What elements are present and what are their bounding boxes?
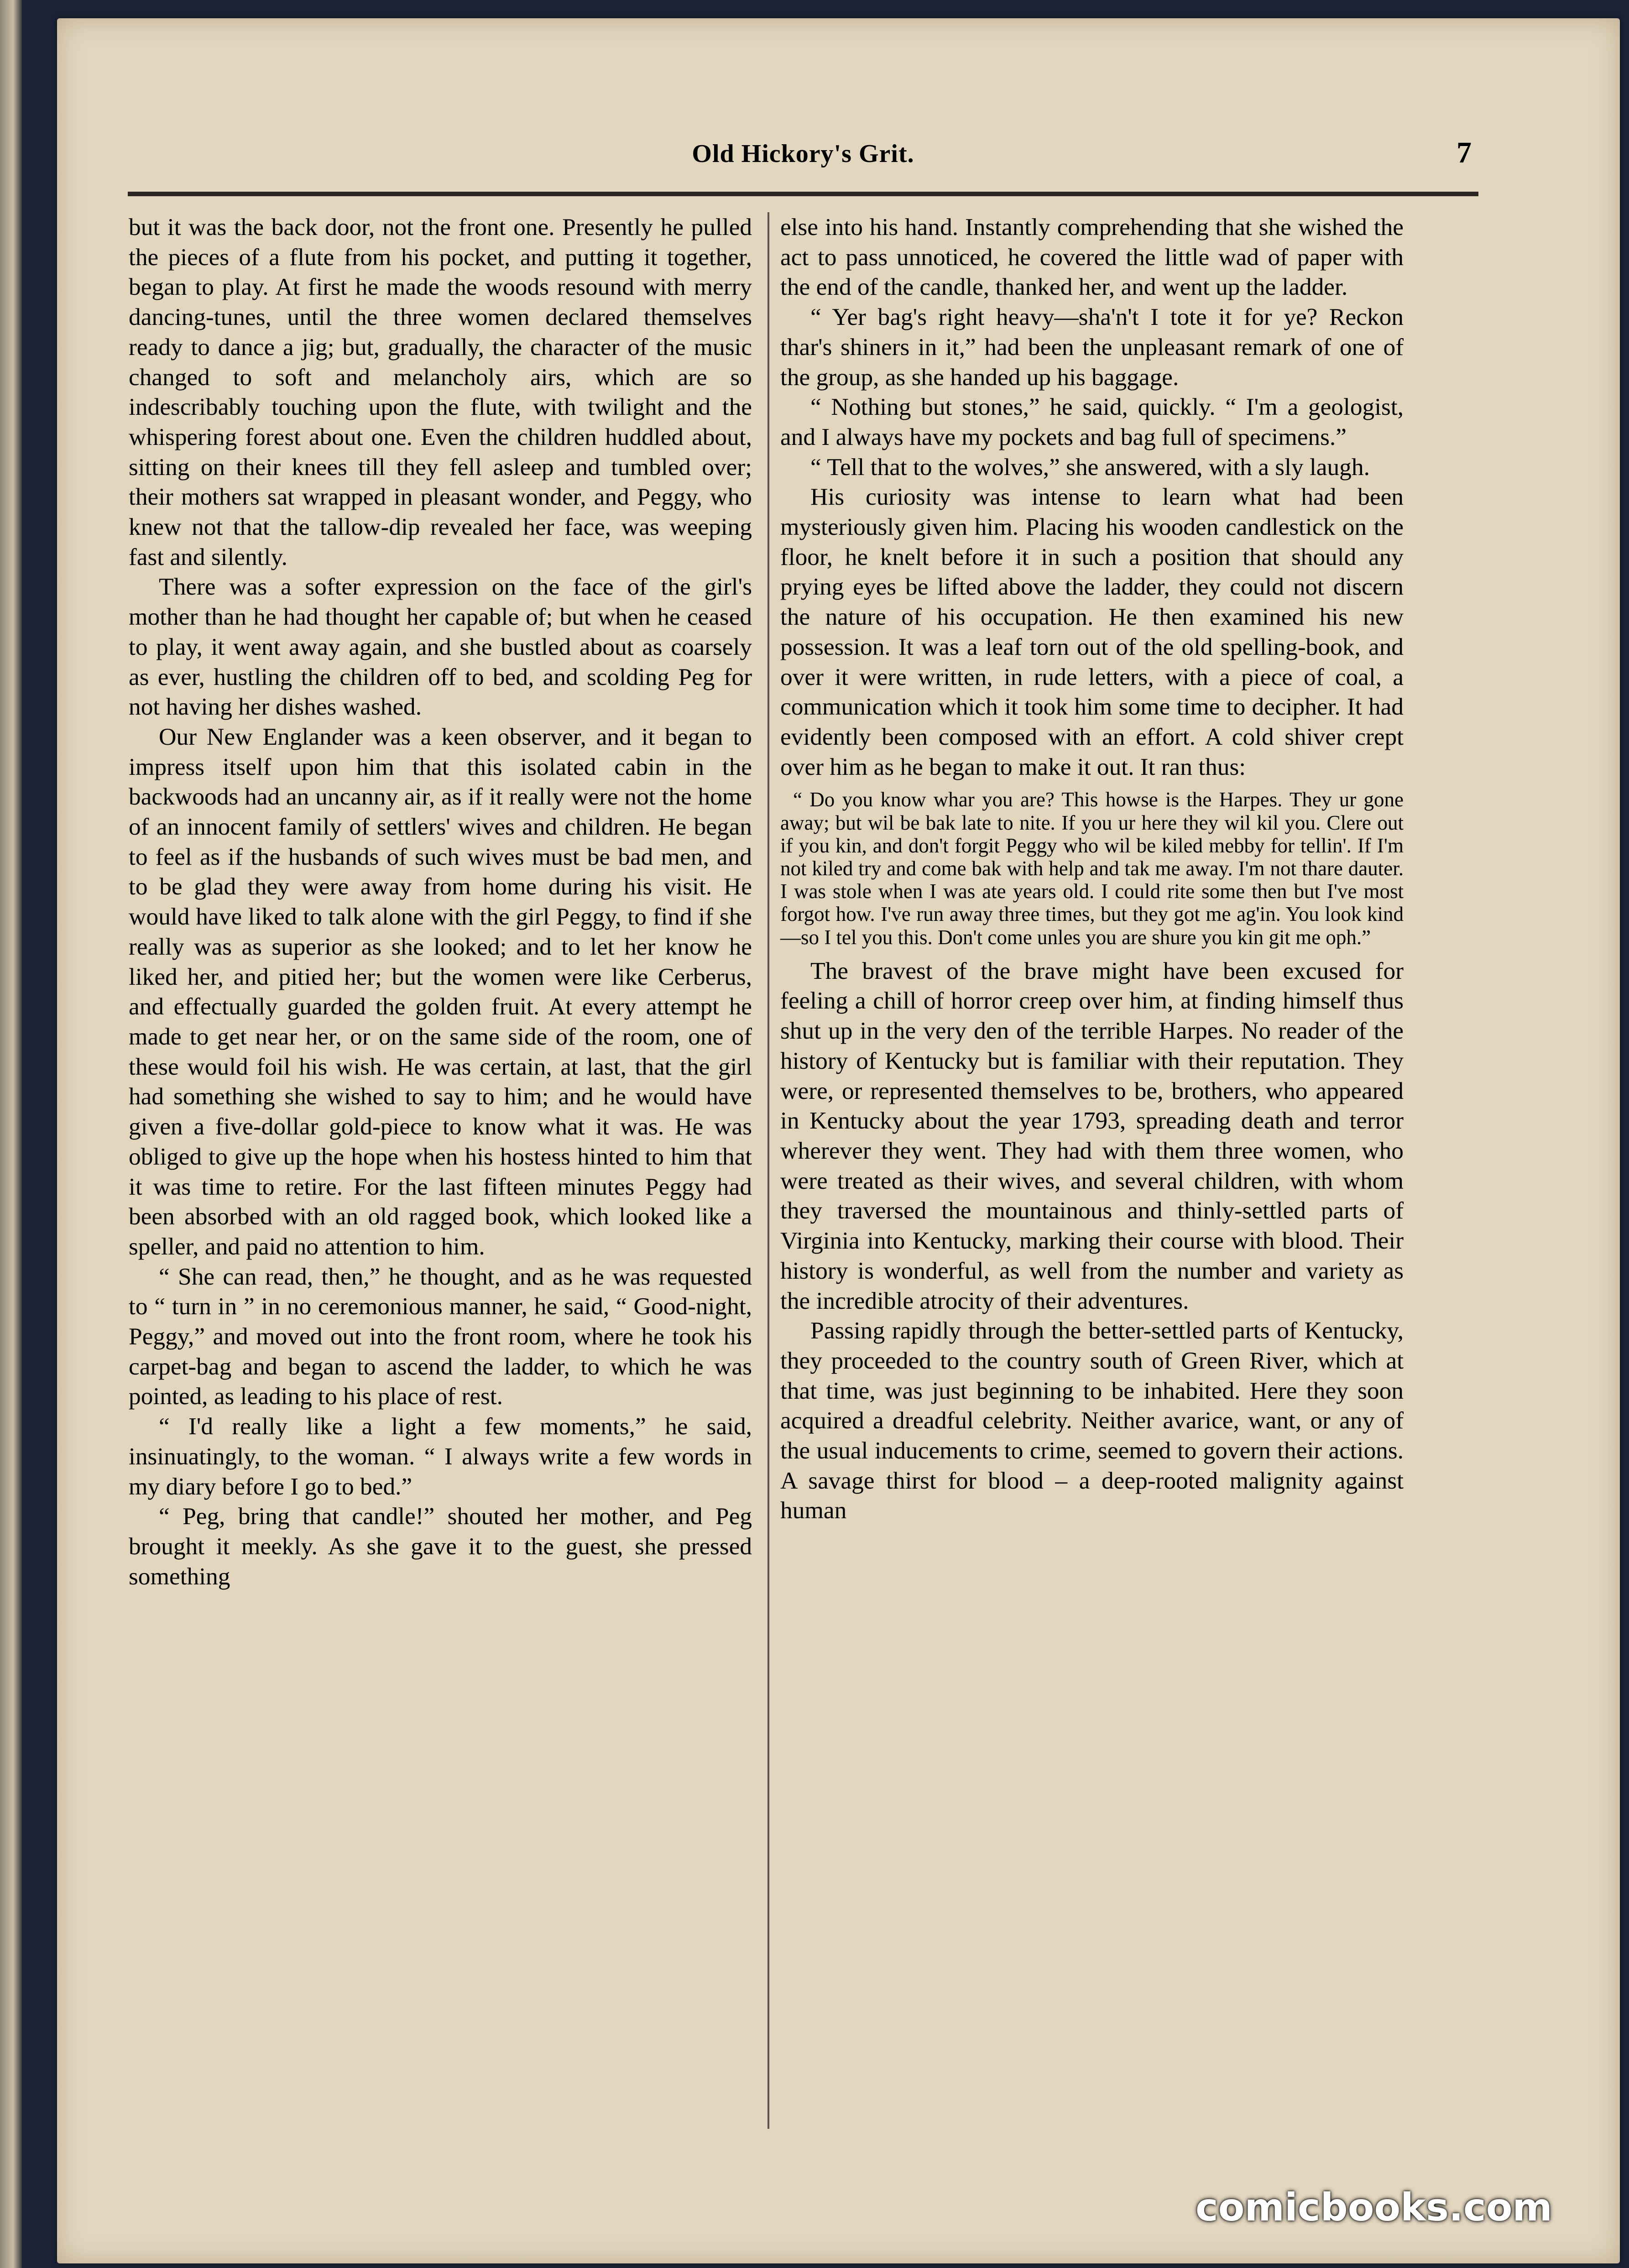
paragraph: His curiosity was intense to learn what had been mysteriously given him. Placing his wooden candlestick on the floor, he knelt before it in such a position that should any prying eyes be lifted above the ladder, they could not discern the nature of his occupation. He then examined his new possession. It was a leaf torn out of the old spelling-book, and over it were written, in rude letters, with a piece of coal, a communication which it took him some time to decipher. It had evidently been composed with an effort. A cold shiver crept over him as he began to make it out. It ran thus:: [780, 483, 1404, 780]
page-number: 7: [1457, 136, 1472, 169]
paragraph: “ Peg, bring that candle!” shouted her mother, and Peg brought it meekly. As she gave it to the guest, she pressed something: [129, 1502, 752, 1590]
paragraph: “ She can read, then,” he thought, and as he was requested to “ turn in ” in no ceremonious manner, he said, “ Good-night, Peggy,” and moved out into the front room, where he took his carpet-bag and began to ascend the ladder, to which he was pointed, as leading to his place of rest.: [129, 1262, 752, 1410]
paragraph: Passing rapidly through the better-settled parts of Kentucky, they proceeded to the country south of Green River, which at that time, was just beginning to be inhabited. Here they soon acquired a dreadful celebrity. Neither avarice, want, or any of the usual inducements to crime, seemed to govern their actions. A savage thirst for blood – a deep-rooted malignity against human: [780, 1317, 1404, 1524]
adjacent-page-edge: [0, 0, 22, 2268]
column-divider: [768, 212, 769, 2129]
right-column: [780, 212, 1404, 2129]
running-title: Old Hickory's Grit.: [692, 140, 914, 168]
paragraph: Our New Englander was a keen observer, and it began to impress itself upon him that this isolated cabin in the backwoods had an uncanny air, as if it really were not the home of an innocent family of settlers' wives and children. He began to feel as if the husbands of such wives must be bad men, and to be glad they were away from home during his visit. He would have liked to talk alone with the girl Peggy, to find if she really was as superior as she looked; and to let her know he liked her, and pitied her; but the women were like Cerberus, and effectually guarded the golden fruit. At every attempt he made to get near her, or on the same side of the room, one of these would foil his wish. He was certain, at last, that the girl had something she wished to say to him; and he would have given a five-dollar gold-piece to know what it was. He was obliged to give up the hope when his hostess hinted to him that it was time to retire. For the last fifteen minutes Peggy had been absorbed with an old ragged book, which looked like a speller, and paid no attention to him.: [129, 722, 752, 1260]
paragraph: else into his hand. Instantly comprehending that she wished the act to pass unnoticed, he covered the little wad of paper with the end of the candle, thanked her, and went up the ladder.: [780, 213, 1404, 301]
left-column: [129, 212, 752, 2129]
header-rule: [128, 192, 1478, 196]
paragraph: but it was the back door, not the front one. Presently he pulled the pieces of a flute from his pocket, and putting it together, began to play. At first he made the woods resound with merry dancing-tunes, until the three women declared themselves ready to dance a jig; but, gradually, the character of the music changed to soft and melancholy airs, which are so indescribably touching upon the flute, with twilight and the whispering forest about one. Even the children huddled about, sitting on their knees till they fell asleep and tumbled over; their mothers sat wrapped in pleasant wonder, and Peggy, who knew not that the tallow-dip revealed her face, was weeping fast and silently.: [129, 213, 752, 570]
paragraph: “ Tell that to the wolves,” she answered, with a sly laugh.: [810, 453, 1370, 481]
paragraph: “ Yer bag's right heavy—sha'n't I tote it for ye? Reckon thar's shiners in it,” had been the unpleasant remark of one of the group, as she handed up his baggage.: [780, 303, 1404, 391]
paragraph: “ Nothing but stones,” he said, quickly. “ I'm a geologist, and I always have my pockets and bag full of specimens.”: [780, 393, 1404, 450]
watermark: comicbooks.com: [1196, 2185, 1552, 2230]
paragraph: The bravest of the brave might have been excused for feeling a chill of horror creep over him, at finding himself thus shut up in the very den of the terrible Harpes. No reader of the history of Kentucky but is familiar with their reputation. They were, or represented themselves to be, brothers, who appeared in Kentucky about the year 1793, spreading death and terror wherever they went. They had with them three women, who were treated as their wives, and several children, with whom they traversed the mountainous and thinly-settled parts of Virginia into Kentucky, marking their course with blood. Their history is wonderful, as well from the number and variety as the incredible atrocity of their adventures.: [780, 956, 1404, 1314]
paragraph: “ I'd really like a light a few moments,” he said, insinuatingly, to the woman. “ I always write a few words in my diary before I go to bed.”: [129, 1412, 752, 1500]
peggy-letter: “ Do you know whar you are? This howse is the Harpes. They ur gone away; but wil be bak late to nite. If you ur here they wil kil you. Clere out if you kin, and don't forgit Peggy who wil be kiled mebby for tellin'. If I'm not kiled try and come bak with help and tak me away. I'm not thare dauter. I was stole when I was ate years old. I could rite some then but I've most forgot how. I've run away three times, but they got me ag'in. You look kind—so I tel you this. Don't come unles you are shure you kin git me oph.”: [780, 788, 1404, 949]
paragraph: There was a softer expression on the face of the girl's mother than he had thought her capable of; but when he ceased to play, it went away again, and she bustled about as coarsely as ever, hustling the children off to bed, and scolding Peg for not having her dishes washed.: [129, 573, 752, 721]
page-header: [130, 121, 1476, 189]
